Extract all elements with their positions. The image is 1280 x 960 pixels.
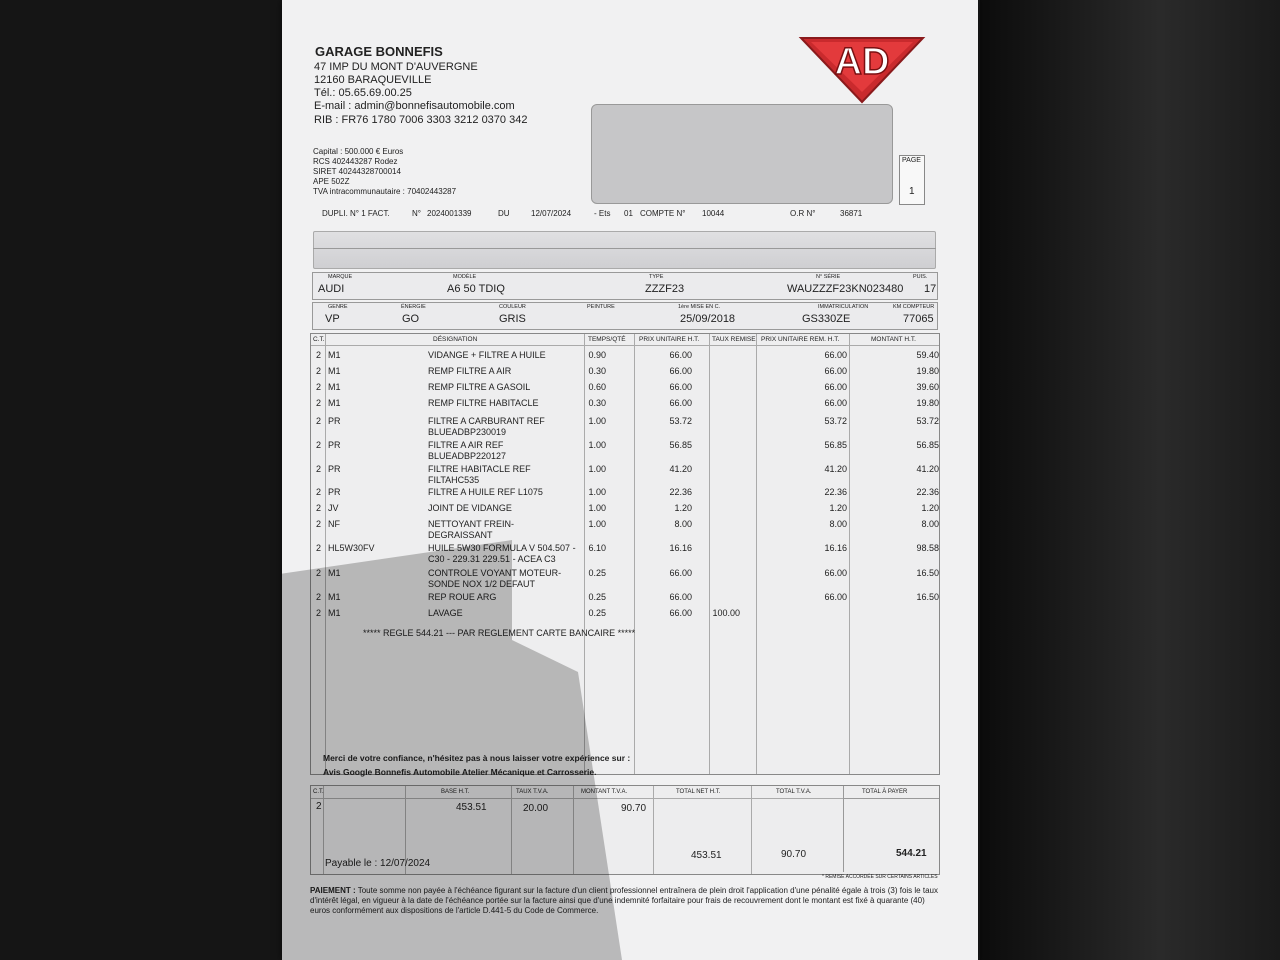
- payable-date: Payable le : 12/07/2024: [325, 858, 431, 869]
- type-header: TYPE: [649, 274, 664, 280]
- row-ct: 2: [316, 398, 322, 408]
- row-unit-price: 41.20: [669, 464, 692, 474]
- row-discounted-price: 1.20: [829, 503, 847, 513]
- invoice-number-label: N°: [412, 209, 421, 218]
- row-code: PR: [328, 487, 341, 497]
- row-designation: CONTROLE VOYANT MOTEUR-: [428, 568, 562, 578]
- energie-value: GO: [402, 313, 420, 325]
- row-designation: REMP FILTRE A GASOIL: [428, 382, 531, 392]
- row-code: M1: [328, 350, 341, 360]
- row-code: M1: [328, 382, 341, 392]
- row-ct: 2: [316, 416, 322, 426]
- row-amount: 8.00: [921, 519, 939, 529]
- row-code: M1: [328, 608, 341, 618]
- row-qty: 0.90: [588, 350, 606, 360]
- row-amount: 39.60: [916, 382, 939, 392]
- base-value: 453.51: [456, 802, 487, 813]
- row-designation: REMP FILTRE HABITACLE: [428, 398, 539, 408]
- row-discounted-price: 16.16: [824, 543, 847, 553]
- row-discount-rate: 100.00: [712, 608, 740, 618]
- modele-value: A6 50 TDIQ: [447, 283, 505, 295]
- total-payer-value: 544.21: [896, 848, 927, 859]
- compte-label: COMPTE N°: [640, 209, 686, 218]
- row-qty: 0.25: [588, 608, 606, 618]
- items-table: [310, 333, 940, 775]
- invoice-date: 12/07/2024: [531, 209, 572, 218]
- row-qty: 1.00: [588, 440, 606, 450]
- row-discounted-price: 41.20: [824, 464, 847, 474]
- background-left: [0, 0, 282, 960]
- payment-line: ***** REGLE 544.21 --- PAR REGLEMENT CARTE BANCAIRE *****: [363, 628, 636, 638]
- or-number: 36871: [840, 209, 863, 218]
- mise-header: 1ère MISE EN C.: [678, 304, 721, 310]
- row-amount: 98.58: [916, 543, 939, 553]
- ets-label: - Ets: [594, 209, 611, 218]
- genre-header: GENRE: [328, 304, 348, 310]
- row-qty: 0.60: [588, 382, 606, 392]
- row-amount: 22.36: [916, 487, 939, 497]
- tot-ct-header: C.T.: [313, 789, 324, 795]
- row-ct: 2: [316, 350, 322, 360]
- row-ct: 2: [316, 519, 322, 529]
- km-header: KM COMPTEUR: [893, 304, 935, 310]
- row-code: M1: [328, 398, 341, 408]
- row-qty: 0.30: [588, 366, 606, 376]
- garage-siret: SIRET 40244328700014: [313, 167, 401, 176]
- row-ct: 2: [316, 440, 322, 450]
- row-designation: FILTRE HABITACLE REF: [428, 464, 531, 474]
- total-payer-box: [843, 786, 939, 872]
- row-qty: 0.25: [588, 568, 606, 578]
- page-box: [899, 155, 925, 205]
- pu-header: PRIX UNITAIRE H.T.: [639, 336, 700, 343]
- garage-rib: RIB : FR76 1780 7006 3303 3212 0370 342: [314, 114, 528, 126]
- row-qty: 1.00: [588, 416, 606, 426]
- mise-value: 25/09/2018: [680, 313, 736, 325]
- paiement-terms: [310, 886, 940, 916]
- row-code: PR: [328, 464, 341, 474]
- row-amount: 19.80: [916, 366, 939, 376]
- row-ct: 2: [316, 382, 322, 392]
- row-unit-price: 66.00: [669, 350, 692, 360]
- row-ct: 2: [316, 543, 322, 553]
- totals-table: [310, 785, 940, 875]
- row-designation: HUILE 5W30 FORMULA V 504.507 -: [428, 543, 576, 553]
- row-code: M1: [328, 568, 341, 578]
- dupli-label: DUPLI. N° 1 FACT.: [322, 209, 390, 218]
- row-designation: FILTRE A HUILE REF L1075: [428, 487, 543, 497]
- garage-capital: Capital : 500.000 € Euros: [313, 147, 404, 156]
- ct-header: C.T.: [313, 336, 325, 343]
- total-net-header: TOTAL NET H.T.: [676, 789, 721, 795]
- montant-tva-header: MONTANT T.V.A.: [581, 789, 628, 795]
- row-unit-price: 16.16: [669, 543, 692, 553]
- row-code: PR: [328, 440, 341, 450]
- ad-logo: [797, 30, 927, 105]
- thanks-line-1: Merci de votre confiance, n'hésitez pas à nous laisser votre expérience sur :: [323, 753, 631, 763]
- montant-tva-value: 90.70: [621, 803, 647, 814]
- row-designation-2: BLUEADBP230019: [428, 427, 507, 437]
- energie-header: ÉNERGIE: [401, 304, 426, 310]
- row-designation: REP ROUE ARG: [428, 592, 497, 602]
- row-qty: 0.25: [588, 592, 606, 602]
- row-code: HL5W30FV: [328, 543, 375, 553]
- invoice-number: 2024001339: [427, 209, 472, 218]
- row-unit-price: 66.00: [669, 608, 692, 618]
- row-designation-2: FILTAHC535: [428, 475, 480, 485]
- vehicle-row-1: [312, 272, 938, 300]
- marque-header: MARQUE: [328, 274, 353, 280]
- row-unit-price: 22.36: [669, 487, 692, 497]
- table-row: [311, 568, 939, 592]
- vehicle-row-2: [312, 302, 938, 330]
- row-ct: 2: [316, 592, 322, 602]
- row-amount: 41.20: [916, 464, 939, 474]
- row-designation-2: C30 - 229.31 229.51 - ACEA C3: [428, 554, 556, 564]
- row-discounted-price: 56.85: [824, 440, 847, 450]
- info-bar-divider: [313, 248, 936, 249]
- row-ct: 2: [316, 568, 322, 578]
- puis-value: 17: [924, 283, 937, 295]
- row-unit-price: 66.00: [669, 398, 692, 408]
- row-amount: 16.50: [916, 592, 939, 602]
- row-code: M1: [328, 366, 341, 376]
- row-code: M1: [328, 592, 341, 602]
- row-discounted-price: 53.72: [824, 416, 847, 426]
- total-tva-value: 90.70: [781, 849, 807, 860]
- row-unit-price: 66.00: [669, 592, 692, 602]
- garage-address-line2: 12160 BARAQUEVILLE: [314, 74, 432, 86]
- row-designation: LAVAGE: [428, 608, 463, 618]
- total-tva-header: TOTAL T.V.A.: [776, 789, 812, 795]
- invoice-paper: [282, 0, 978, 960]
- tot-ct-value: 2: [316, 801, 322, 812]
- couleur-header: COULEUR: [499, 304, 526, 310]
- address-window: [591, 104, 893, 204]
- row-designation: FILTRE A AIR REF: [428, 440, 504, 450]
- background-right: [980, 0, 1280, 960]
- row-designation-2: DEGRAISSANT: [428, 530, 493, 540]
- row-unit-price: 8.00: [674, 519, 692, 529]
- paiement-label: PAIEMENT :: [310, 886, 356, 895]
- couleur-value: GRIS: [499, 313, 526, 325]
- row-ct: 2: [316, 487, 322, 497]
- row-qty: 0.30: [588, 398, 606, 408]
- immat-value: GS330ZE: [802, 313, 851, 325]
- temps-header: TEMPS/QTÉ: [588, 336, 626, 343]
- page-label: PAGE: [902, 157, 921, 164]
- garage-name: GARAGE BONNEFIS: [315, 44, 443, 59]
- km-value: 77065: [903, 313, 934, 325]
- row-discounted-price: 8.00: [829, 519, 847, 529]
- row-discounted-price: 22.36: [824, 487, 847, 497]
- row-discounted-price: 66.00: [824, 398, 847, 408]
- row-designation-2: SONDE NOX 1/2 DEFAUT: [428, 579, 536, 589]
- row-ct: 2: [316, 503, 322, 513]
- ad-logo-text: AD: [834, 41, 890, 83]
- row-amount: 59.40: [916, 350, 939, 360]
- table-row: [311, 440, 939, 464]
- row-discounted-price: 66.00: [824, 366, 847, 376]
- table-row: [311, 464, 939, 488]
- row-unit-price: 56.85: [669, 440, 692, 450]
- marque-value: AUDI: [318, 283, 345, 295]
- page-number: 1: [909, 186, 915, 197]
- serie-value: WAUZZZF23KN023480: [787, 283, 904, 295]
- row-qty: 1.00: [588, 464, 606, 474]
- row-amount: 16.50: [916, 568, 939, 578]
- remise-note: * REMISE ACCORDÉE SUR CERTAINS ARTICLES: [822, 874, 938, 880]
- row-amount: 19.80: [916, 398, 939, 408]
- garage-tva: TVA intracommunautaire : 70402443287: [313, 187, 457, 196]
- base-header: BASE H.T.: [441, 789, 470, 795]
- table-row: [311, 416, 939, 440]
- or-label: O.R N°: [790, 209, 816, 218]
- row-ct: 2: [316, 464, 322, 474]
- modele-header: MODÈLE: [453, 274, 477, 280]
- row-unit-price: 66.00: [669, 366, 692, 376]
- thanks-line-2: Avis Google Bonnefis Automobile Atelier Mécanique et Carrosserie.: [323, 767, 597, 777]
- pu-remise-header: PRIX UNITAIRE REM. H.T.: [761, 336, 840, 343]
- row-discounted-price: 66.00: [824, 592, 847, 602]
- row-unit-price: 1.20: [674, 503, 692, 513]
- total-payer-header: TOTAL À PAYER: [862, 789, 908, 795]
- garage-ape: APE 502Z: [313, 177, 350, 186]
- row-amount: 56.85: [916, 440, 939, 450]
- table-row: [311, 543, 939, 567]
- designation-header: DÉSIGNATION: [433, 336, 478, 343]
- row-designation: FILTRE A CARBURANT REF: [428, 416, 545, 426]
- puis-header: PUIS.: [913, 274, 928, 280]
- type-value: ZZZF23: [645, 283, 685, 295]
- garage-address-line1: 47 IMP DU MONT D'AUVERGNE: [314, 61, 478, 73]
- montant-header: MONTANT H.T.: [871, 336, 916, 343]
- row-discounted-price: 66.00: [824, 382, 847, 392]
- taux-tva-header: TAUX T.V.A.: [516, 789, 549, 795]
- row-designation: VIDANGE + FILTRE A HUILE: [428, 350, 546, 360]
- total-net-value: 453.51: [691, 850, 722, 861]
- row-unit-price: 66.00: [669, 382, 692, 392]
- garage-phone: Tél.: 05.65.69.00.25: [314, 87, 412, 99]
- row-qty: 1.00: [588, 503, 606, 513]
- ets-value: 01: [624, 209, 633, 218]
- row-designation: JOINT DE VIDANGE: [428, 503, 512, 513]
- row-code: PR: [328, 416, 341, 426]
- paiement-text: Toute somme non payée à l'échéance figurant sur la facture d'un client professionnel entraînera de plein droit l'application d'une pénalité égale à trois (3) fois le taux d'intérêt légal, en vigueur à la date de l'échéance portée sur la facture ainsi que d'une indemnité forfaitaire pour frais de recouvrement dont le montant est fixé à quarante (40) euros conformément aux dispositions de l'article D.441-5 du Code de Commerce.: [310, 886, 938, 915]
- row-qty: 6.10: [588, 543, 606, 553]
- taux-tva-value: 20.00: [523, 803, 549, 814]
- row-unit-price: 53.72: [669, 416, 692, 426]
- serie-header: N° SÉRIE: [816, 274, 841, 280]
- row-designation: REMP FILTRE A AIR: [428, 366, 512, 376]
- peinture-header: PEINTURE: [587, 304, 615, 310]
- row-amount: 1.20: [921, 503, 939, 513]
- row-designation: NETTOYANT FREIN-: [428, 519, 515, 529]
- immat-header: IMMATRICULATION: [818, 304, 869, 310]
- row-qty: 1.00: [588, 519, 606, 529]
- row-designation-2: BLUEADBP220127: [428, 451, 507, 461]
- row-unit-price: 66.00: [669, 568, 692, 578]
- row-discounted-price: 66.00: [824, 568, 847, 578]
- info-bar: [313, 231, 936, 269]
- du-label: DU: [498, 209, 510, 218]
- row-ct: 2: [316, 608, 322, 618]
- garage-email: E-mail : admin@bonnefisautomobile.com: [314, 100, 515, 112]
- genre-value: VP: [325, 313, 340, 325]
- compte-value: 10044: [702, 209, 725, 218]
- row-code: NF: [328, 519, 340, 529]
- row-ct: 2: [316, 366, 322, 376]
- row-qty: 1.00: [588, 487, 606, 497]
- row-amount: 53.72: [916, 416, 939, 426]
- garage-rcs: RCS 402443287 Rodez: [313, 157, 398, 166]
- row-discounted-price: 66.00: [824, 350, 847, 360]
- table-row: [311, 519, 939, 543]
- taux-header: TAUX REMISE: [712, 336, 756, 343]
- row-code: JV: [328, 503, 339, 513]
